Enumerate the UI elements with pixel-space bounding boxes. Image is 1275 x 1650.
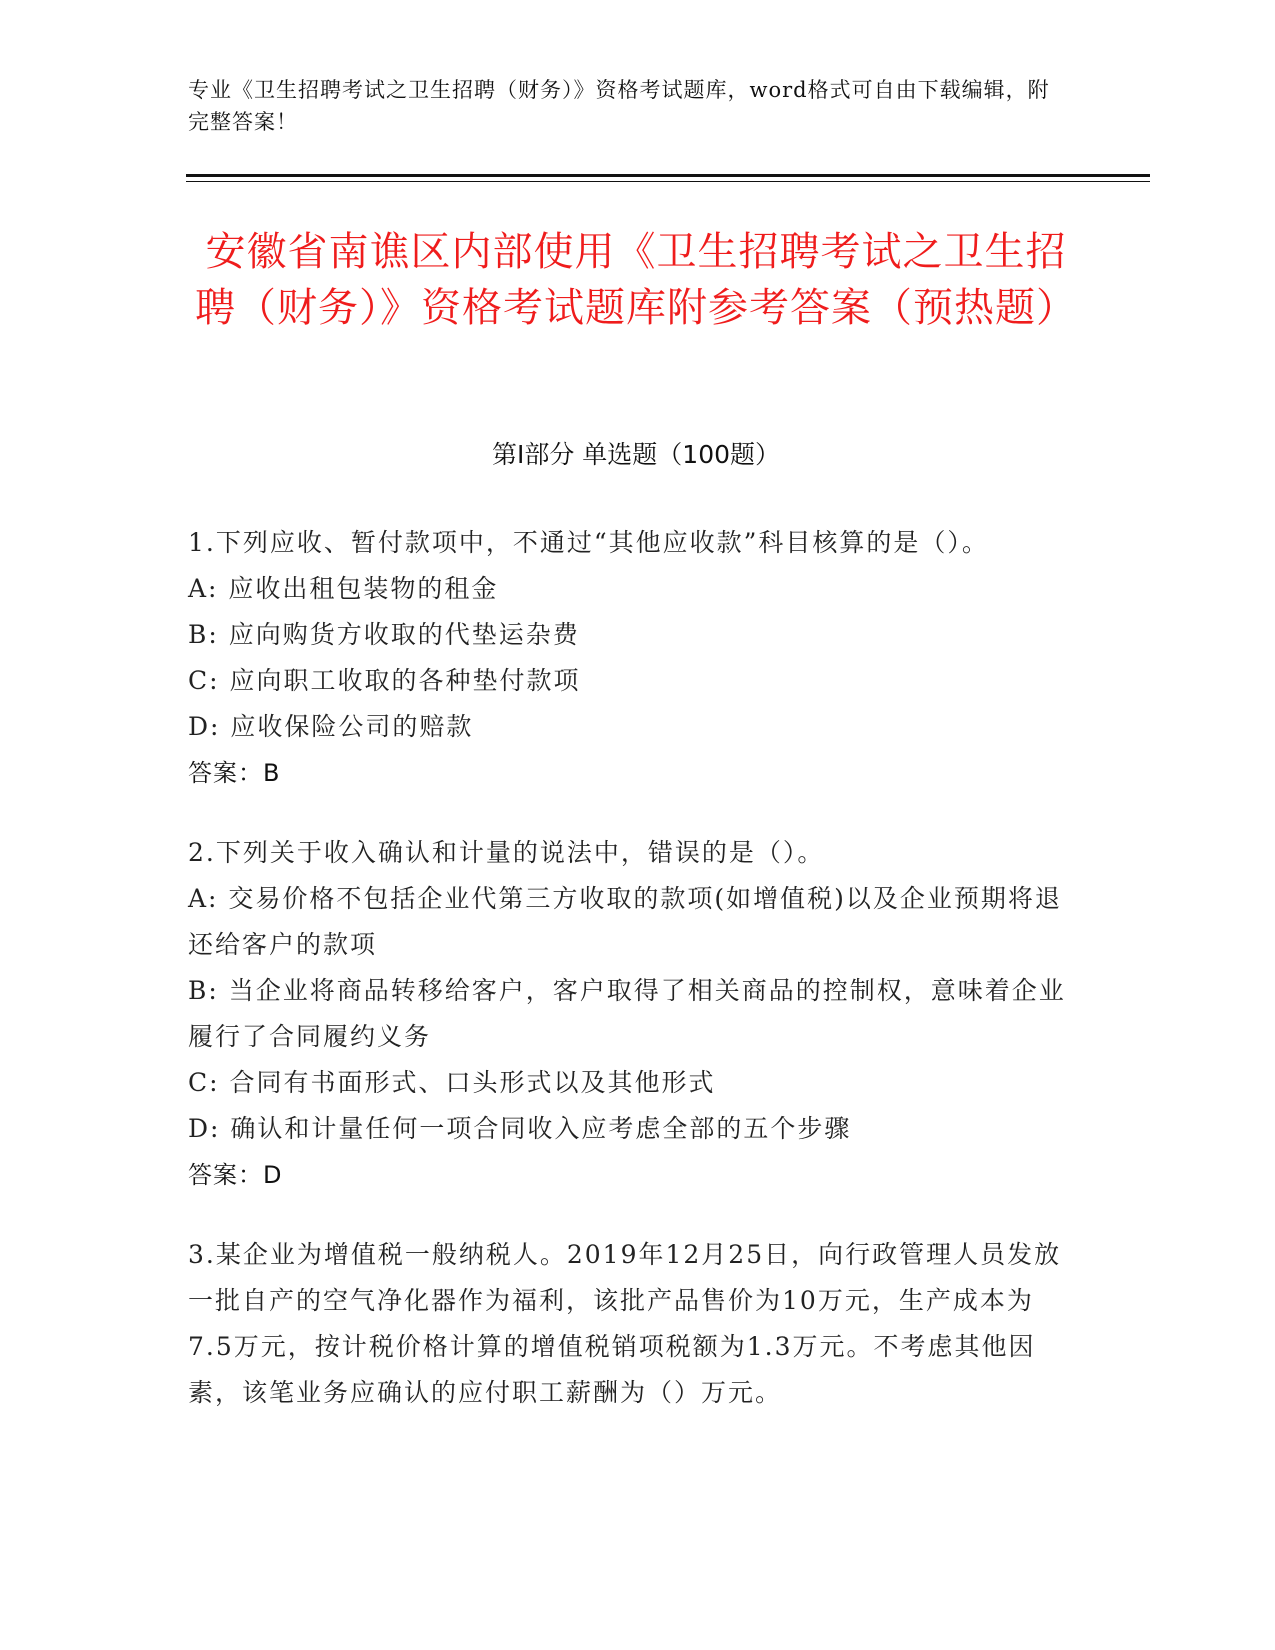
question-2 bbox=[188, 830, 1068, 1198]
option-b: B: 当企业将商品转移给客户，客户取得了相关商品的控制权，意味着企业履行了合同履约义务 bbox=[188, 976, 1066, 1051]
option-a: A: 交易价格不包括企业代第三方收取的款项(如增值税)以及企业预期将退还给客户的款项 bbox=[188, 884, 1062, 959]
option-a: A: 应收出租包装物的租金 bbox=[188, 574, 499, 603]
question-stem: 1.下列应收、暂付款项中，不通过“其他应收款”科目核算的是（）。 bbox=[188, 528, 989, 557]
header-note: 专业《卫生招聘考试之卫生招聘（财务）》资格考试题库，word格式可自由下载编辑，附完整答案！ bbox=[188, 78, 1050, 134]
section-heading: 第Ⅰ部分 单选题（100题） bbox=[491, 440, 781, 469]
header-divider bbox=[186, 174, 1150, 177]
question-list bbox=[188, 520, 1068, 1450]
question-stem: 3.某企业为增值税一般纳税人。2019年12月25日，向行政管理人员发放一批自产的空气净化器作为福利，该批产品售价为10万元，生产成本为7.5万元，按计税价格计算的增值税销项税额为1.3万元。不考虑其他因素，该笔业务应确认的应付职工薪酬为（）万元。 bbox=[188, 1240, 1062, 1407]
option-d: D: 确认和计量任何一项合同收入应考虑全部的五个步骤 bbox=[188, 1114, 852, 1143]
answer-line: 答案：B bbox=[188, 759, 281, 787]
question-stem: 2.下列关于收入确认和计量的说法中，错误的是（）。 bbox=[188, 838, 825, 867]
option-b: B: 应向购货方收取的代垫运杂费 bbox=[188, 620, 580, 649]
question-3 bbox=[188, 1232, 1068, 1416]
option-c: C: 应向职工收取的各种垫付款项 bbox=[188, 666, 581, 695]
document-title: 安徽省南谯区内部使用《卫生招聘考试之卫生招聘（财务）》资格考试题库附参考答案（预热题） bbox=[195, 229, 1077, 331]
answer-line: 答案：D bbox=[188, 1161, 283, 1189]
header-divider-thin bbox=[186, 181, 1150, 182]
question-1 bbox=[188, 520, 1068, 796]
option-c: C: 合同有书面形式、口头形式以及其他形式 bbox=[188, 1068, 716, 1097]
option-d: D: 应收保险公司的赔款 bbox=[188, 712, 474, 741]
